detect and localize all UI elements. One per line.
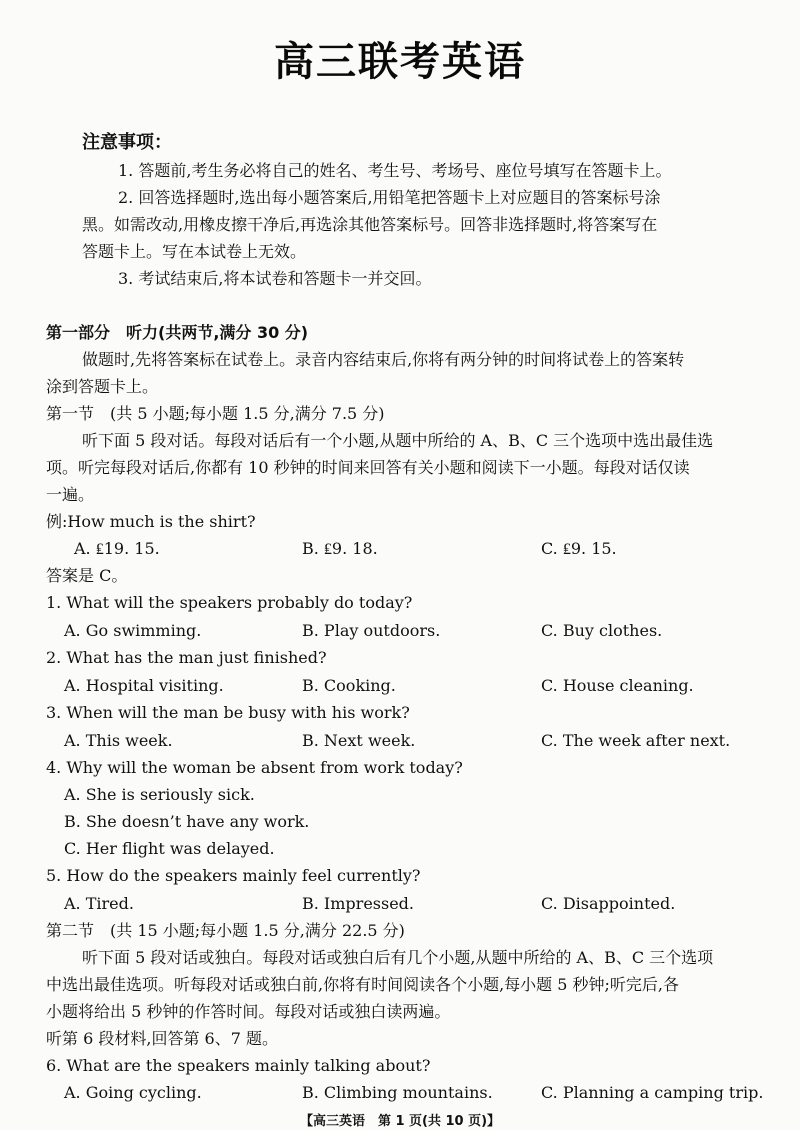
q1-option-a: A. Go swimming. bbox=[64, 621, 202, 640]
q4-option-b: B. She doesn’t have any work. bbox=[64, 812, 310, 831]
notice-line-4: 答题卡上。写在本试卷上无效。 bbox=[82, 242, 307, 261]
section2-intro-2: 中选出最佳选项。听每段对话或独白前,你将有时间阅读各个小题,每小题 5 秒钟;听完后,各 bbox=[46, 975, 680, 994]
question-2: 2. What has the man just finished? bbox=[46, 648, 327, 667]
example-option-c: C. ₤9. 15. bbox=[541, 539, 617, 558]
section1-intro-1: 听下面 5 段对话。每段对话后有一个小题,从题中所给的 A、B、C 三个选项中选出最佳选 bbox=[82, 431, 714, 450]
section1-intro-2: 项。听完每段对话后,你都有 10 秒钟的时间来回答有关小题和阅读下一小题。每段对话仅读 bbox=[46, 458, 690, 477]
section2-heading: 第二节 (共 15 小题;每小题 1.5 分,满分 22.5 分) bbox=[46, 921, 405, 940]
example-answer: 答案是 C。 bbox=[46, 566, 128, 585]
page-footer: 【高三英语 第 1 页(共 10 页)】 bbox=[299, 1114, 501, 1129]
material-instruction: 听第 6 段材料,回答第 6、7 题。 bbox=[46, 1029, 278, 1048]
q2-option-c: C. House cleaning. bbox=[541, 676, 694, 695]
notice-heading: 注意事项： bbox=[82, 132, 172, 153]
part1-heading: 第一部分 听力(共两节,满分 30 分) bbox=[46, 323, 309, 342]
question-5: 5. How do the speakers mainly feel currently? bbox=[46, 866, 421, 885]
question-6: 6. What are the speakers mainly talking about? bbox=[46, 1056, 431, 1075]
q5-option-c: C. Disappointed. bbox=[541, 894, 676, 913]
q3-option-a: A. This week. bbox=[64, 731, 173, 750]
q3-option-b: B. Next week. bbox=[302, 731, 416, 750]
question-3: 3. When will the man be busy with his work? bbox=[46, 703, 410, 722]
q6-option-a: A. Going cycling. bbox=[64, 1083, 202, 1102]
question-1: 1. What will the speakers probably do today? bbox=[46, 593, 413, 612]
example-option-b: B. ₤9. 18. bbox=[302, 539, 378, 558]
exam-title: 高三联考英语 bbox=[274, 39, 526, 85]
q5-option-a: A. Tired. bbox=[64, 894, 134, 913]
q4-option-c: C. Her flight was delayed. bbox=[64, 839, 275, 858]
q4-option-a: A. She is seriously sick. bbox=[64, 785, 255, 804]
question-4: 4. Why will the woman be absent from work today? bbox=[46, 758, 463, 777]
notice-line-2: 2. 回答选择题时,选出每小题答案后,用铅笔把答题卡上对应题目的答案标号涂 bbox=[118, 188, 661, 207]
section1-heading: 第一节 (共 5 小题;每小题 1.5 分,满分 7.5 分) bbox=[46, 404, 385, 423]
section2-intro-3: 小题将给出 5 秒钟的作答时间。每段对话或独白读两遍。 bbox=[46, 1002, 451, 1021]
q1-option-b: B. Play outdoors. bbox=[302, 621, 441, 640]
q6-option-b: B. Climbing mountains. bbox=[302, 1083, 493, 1102]
q5-option-b: B. Impressed. bbox=[302, 894, 414, 913]
q3-option-c: C. The week after next. bbox=[541, 731, 731, 750]
notice-line-5: 3. 考试结束后,将本试卷和答题卡一并交回。 bbox=[118, 269, 432, 288]
section1-intro-3: 一遍。 bbox=[46, 485, 95, 504]
q2-option-a: A. Hospital visiting. bbox=[64, 676, 224, 695]
q2-option-b: B. Cooking. bbox=[302, 676, 396, 695]
example-option-a: A. ₤19. 15. bbox=[74, 539, 160, 558]
q6-option-c: C. Planning a camping trip. bbox=[541, 1083, 764, 1102]
part1-intro-1: 做题时,先将答案标在试卷上。录音内容结束后,你将有两分钟的时间将试卷上的答案转 bbox=[82, 350, 685, 369]
notice-line-1: 1. 答题前,考生务必将自己的姓名、考生号、考场号、座位号填写在答题卡上。 bbox=[118, 161, 672, 180]
q1-option-c: C. Buy clothes. bbox=[541, 621, 663, 640]
notice-line-3: 黑。如需改动,用橡皮擦干净后,再选涂其他答案标号。回答非选择题时,将答案写在 bbox=[82, 215, 658, 234]
part1-intro-2: 涂到答题卡上。 bbox=[46, 377, 159, 396]
section2-intro-1: 听下面 5 段对话或独白。每段对话或独白后有几个小题,从题中所给的 A、B、C 三个选项 bbox=[82, 948, 714, 967]
example-question: 例:How much is the shirt? bbox=[46, 512, 256, 531]
